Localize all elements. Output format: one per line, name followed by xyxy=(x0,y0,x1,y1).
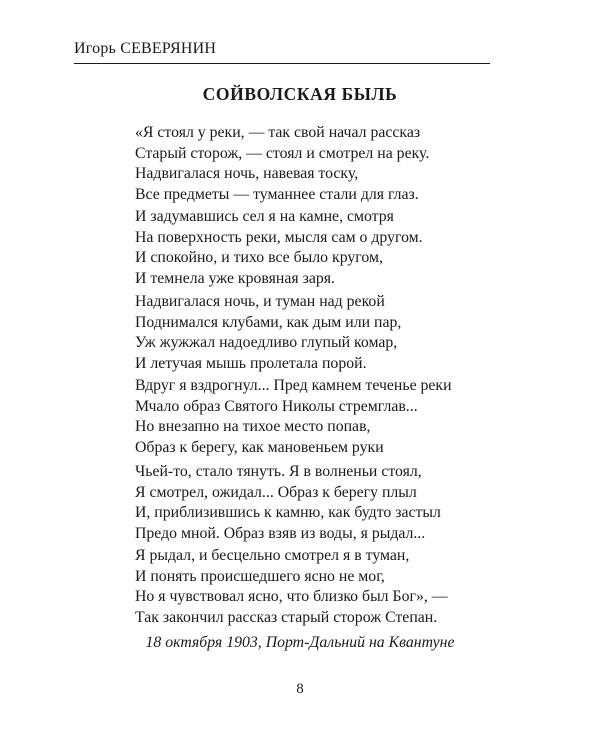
poem-dateline: 18 октября 1903, Порт-Дальний на Квантуне xyxy=(145,634,455,651)
stanza-1 xyxy=(135,123,429,205)
running-head-author: Игорь СЕВЕРЯНИН xyxy=(74,40,217,57)
verse-line: Надвигалася ночь, и туман над рекой xyxy=(135,293,385,310)
verse-line: И темнела уже кровяная заря. xyxy=(135,269,335,287)
verse-line: И задумавшись сел я на камне, смотря xyxy=(135,208,394,225)
stanza-3 xyxy=(135,292,401,374)
header-rule xyxy=(74,63,490,64)
verse-line: И, приблизившись к камню, как будто застыл xyxy=(135,504,441,521)
verse-line: И спокойно, и тихо все было кругом, xyxy=(135,249,383,266)
stanza-2 xyxy=(135,207,423,289)
verse-line: И летучая мышь пролетала порой. xyxy=(135,354,367,372)
verse-line: Уж жужжал надоедливо глупый комар, xyxy=(135,334,398,351)
verse-line: Поднимался клубами, как дым или пар, xyxy=(135,313,402,331)
verse-line: Я рыдал, и бесцельно смотрел я в туман, xyxy=(135,547,410,564)
verse-line: «Я стоял у реки, — так свой начал рассказ xyxy=(135,124,421,141)
verse-line: Старый сторож, — стоял и смотрел на реку. xyxy=(135,144,430,162)
verse-line: Образ к берегу, как мановеньем руки xyxy=(135,438,384,456)
verse-line: Чьей-то, стало тянуть. Я в волненьи стоял, xyxy=(135,463,422,480)
verse-line: Надвигалася ночь, навевая тоску, xyxy=(135,165,359,182)
stanza-4 xyxy=(135,376,452,458)
verse-line: И понять происшедшего ясно не мог, xyxy=(135,567,385,585)
stanza-5 xyxy=(135,462,441,544)
verse-line: Я смотрел, ожидал... Образ к берегу плыл xyxy=(135,483,417,501)
verse-line: На поверхность реки, мысля сам о другом. xyxy=(135,228,423,246)
verse-line: Так закончил рассказ старый сторож Степан. xyxy=(135,608,438,626)
page-number: 8 xyxy=(296,681,304,697)
verse-line: Мчало образ Святого Николы стремглав... xyxy=(135,397,418,415)
stanza-6 xyxy=(135,546,448,628)
verse-line: Все предметы — туманнее стали для глаз. xyxy=(135,185,419,203)
verse-line: Предо мной. Образ взяв из воды, я рыдал... xyxy=(135,524,426,542)
verse-line: Вдруг я вздрогнул... Пред камнем теченье реки xyxy=(135,377,452,394)
verse-line: Но я чувствовал ясно, что близко был Бог», — xyxy=(135,588,448,605)
poem-title: СОЙВОЛСКАЯ БЫЛЬ xyxy=(202,84,398,104)
verse-line: Но внезапно на тихое место попав, xyxy=(135,418,371,435)
